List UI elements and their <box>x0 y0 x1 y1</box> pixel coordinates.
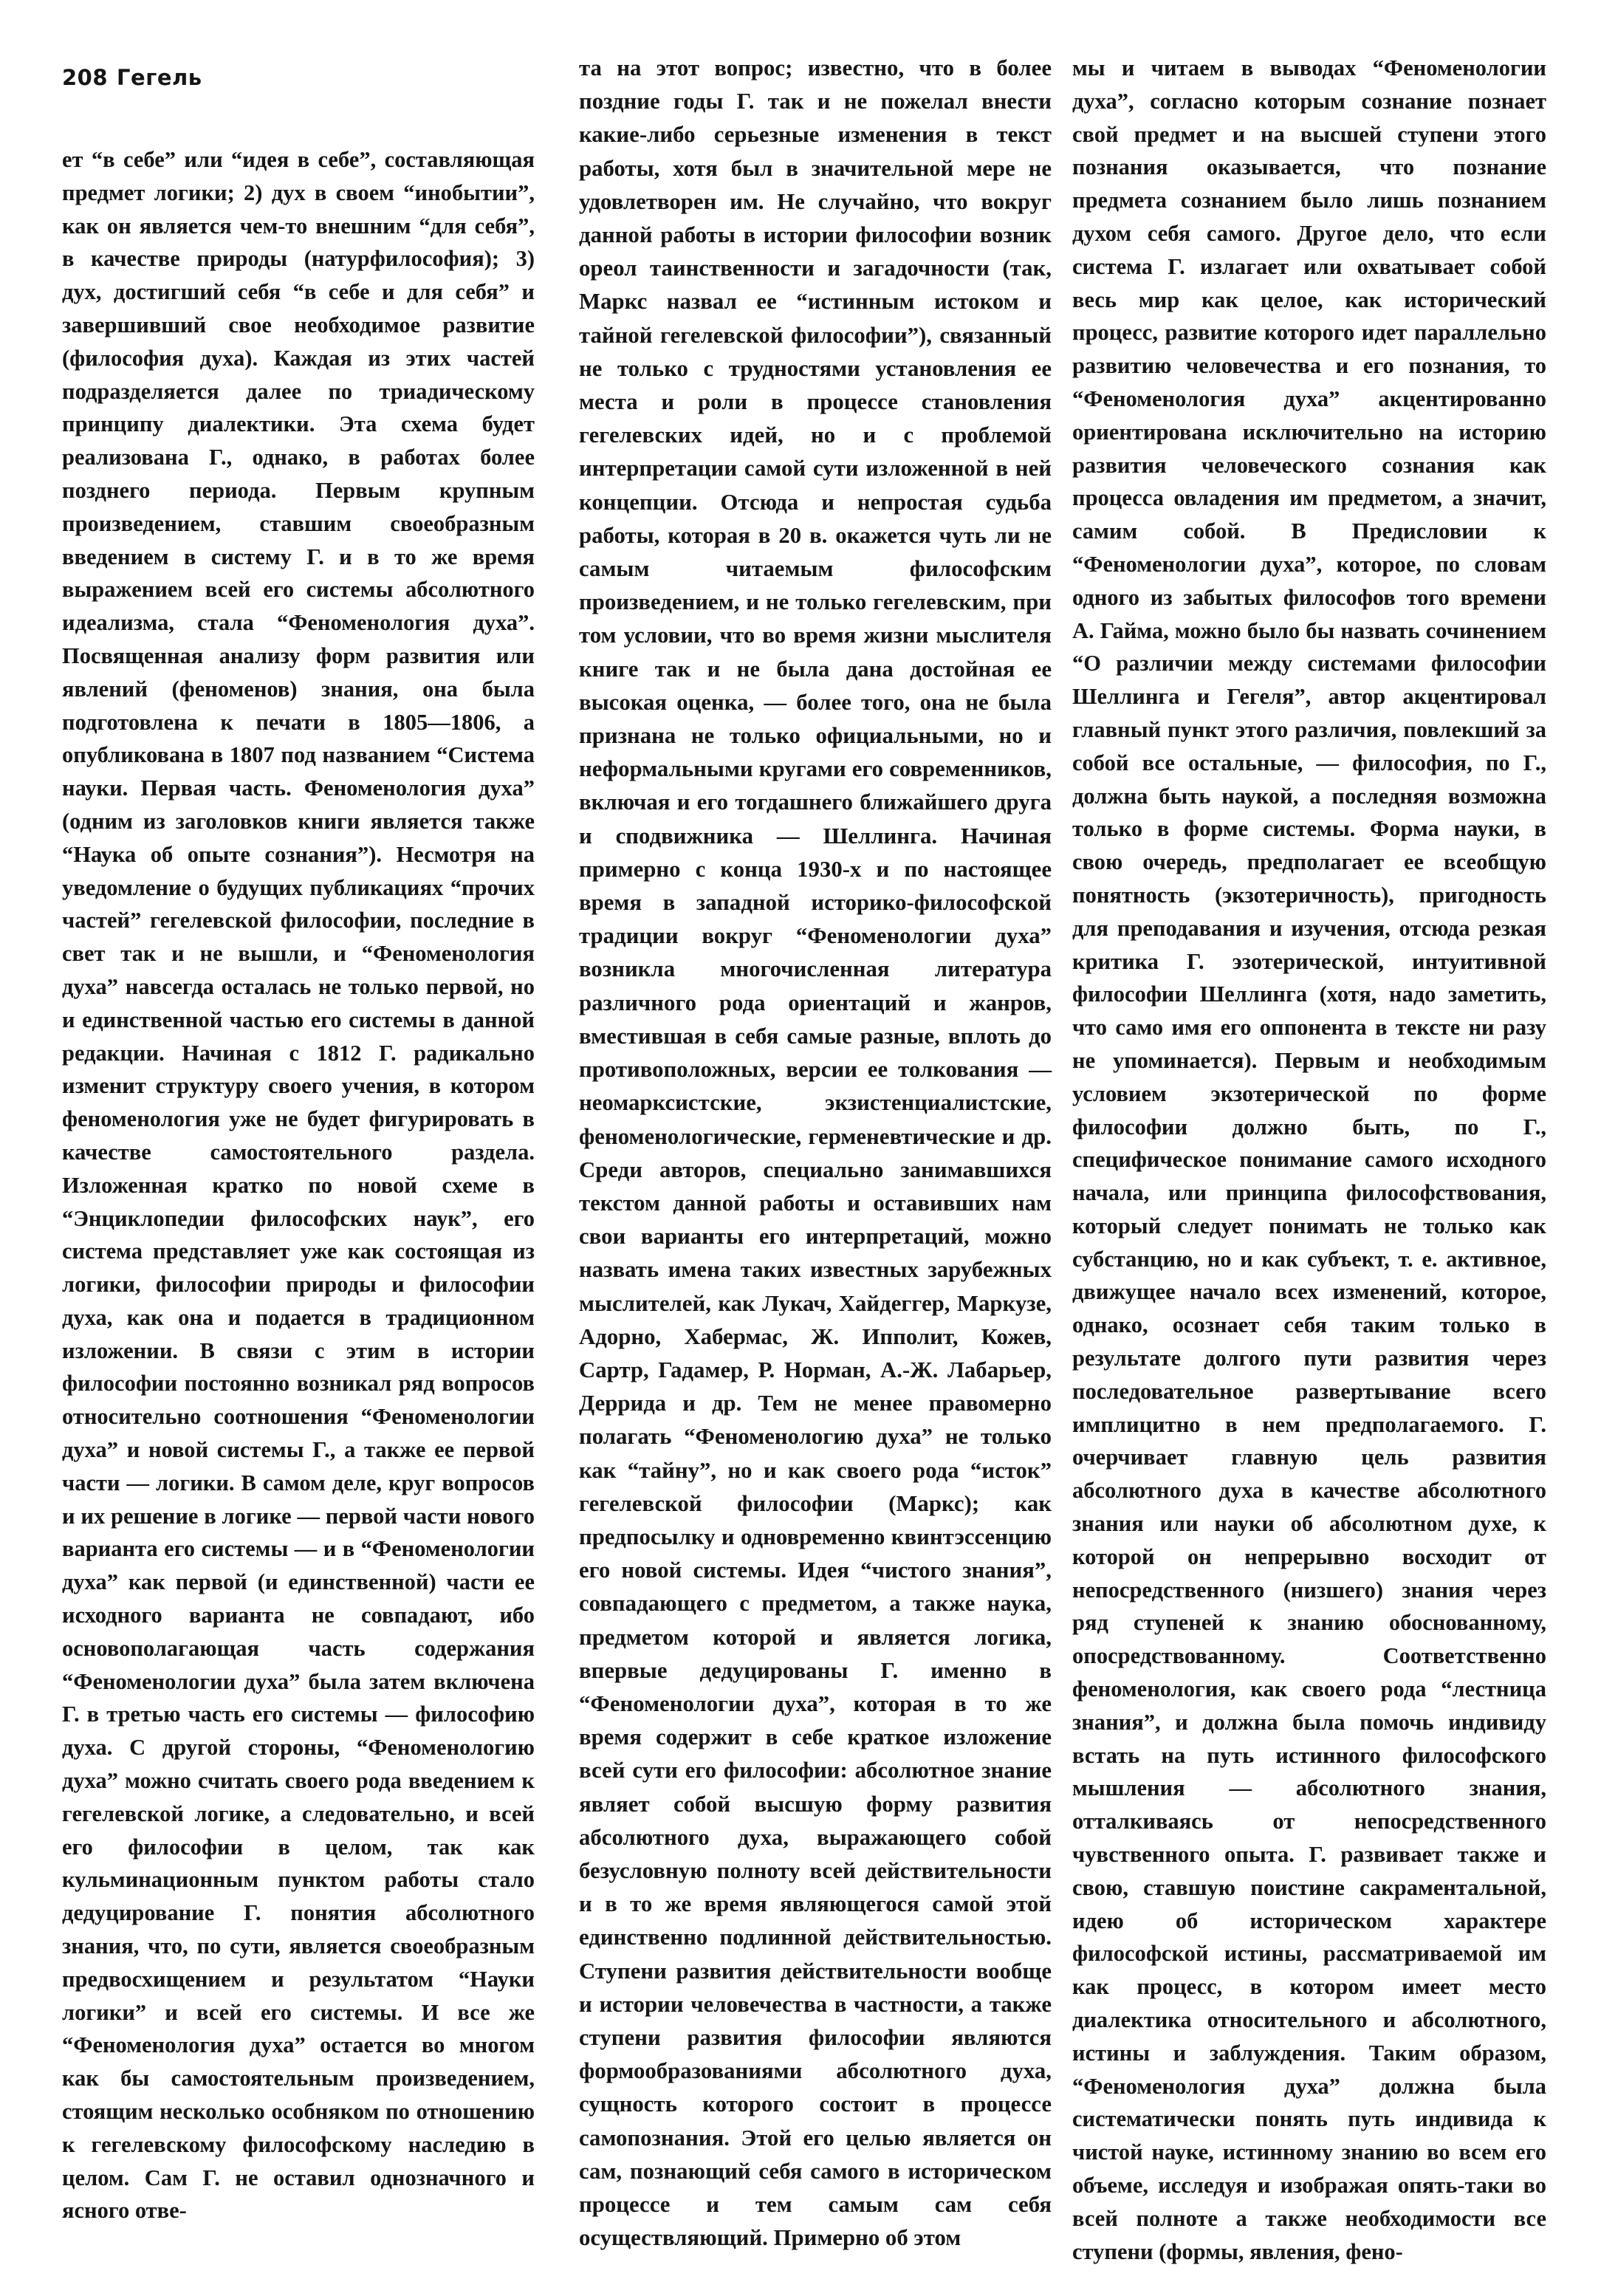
column-text: ет “в себе” или “идея в себе”, составляющая предмет логики; 2) дух в своем “инобытии”, как он является чем-то внешним “для себя”, в качестве природы (натурфилософия); 3) дух, достигший себя “в себе и для себя” и завершивший свое необходимое развитие (философия духа). Каждая из этих частей подразделяется далее по триадическому принципу диалектики. Эта схема будет реализована Г., однако, в работах более позднего периода. Первым крупным произведением, ставшим своеобразным введением в систему Г. и в то же время выражением всей его системы абсолютного идеализма, стала “Феноменология духа”. Посвященная анализу форм развития или явлений (феноменов) знания, она была подготовлена к печати в 1805—1806, а опубликована в 1807 под названием “Система науки. Первая часть. Феноменология духа” (одним из заголовков книги является также “Наука об опыте сознания”). Несмотря на уведомление о будущих публикациях “прочих частей” гегелевской философии, последние в свет так и не вышли, и “Феноменология духа” навсегда осталась не только первой, но и единственной частью его системы в данной редакции. Начиная с 1812 Г. радикально изменит структуру своего учения, в котором феноменология уже не будет фигурировать в качестве самостоятельного раздела. Изложенная кратко по новой схеме в “Энциклопедии философских наук”, его система представляет уже как состоящая из логики, философии природы и философии духа, как она и подается в традиционном изложении. В связи с этим в истории философии постоянно возникал ряд вопросов относительно соотношения “Феноменологии духа” и новой системы Г., а также ее первой части — логики. В самом деле, круг вопросов и их решение в логике — первой части нового варианта его системы — и в “Феноменологии духа” как первой (и единственной) части ее исходного варианта не совпадают, ибо основополагающая часть содержания “Феноменологии духа” была затем включена Г. в третью часть его системы — философию духа. С другой стороны, “Феноменологию духа” можно считать своего рода введением к гегелевской логике, а следовательно, и всей его философии в целом, так как кульминационным пунктом работы стало дедуцирование Г. понятия абсолютного знания, что, по сути, является своеобразным предвосхищением и результатом “Науки логики” и всей его системы. И все же “Феноменология духа” остается во многом как бы самостоятельным произведением, стоящим несколько особняком по отношению к гегелевскому философскому наследию в целом. Сам Г. не оставил однозначного и ясного отве- <box>62 147 535 2224</box>
column-text: мы и читаем в выводах “Феноменологии духа”, согласно которым сознание познает свой предмет и на высшей ступени этого познания оказывается, что познание предмета сознанием было лишь познанием духом себя самого. Другое дело, что если система Г. излагает или охватывает собой весь мир как целое, как исторический процесс, развитие которого идет параллельно развитию человечества и его познания, то “Феноменология духа” акцентированно ориентирована исключительно на историю развития человеческого сознания как процесса овладения им предметом, а значит, самим собой. В Предисловии к “Феноменологии духа”, которое, по словам одного из забытых философов того времени А. Гайма, можно было бы назвать сочинением “О различии между системами философии Шеллинга и Гегеля”, автор акцентировал главный пункт этого различия, повлекший за собой все остальные, — философия, по Г., должна быть наукой, а последняя возможна только в форме системы. Форма науки, в свою очередь, предполагает ее всеобщую понятность (экзотеричность), пригодность для преподавания и изучения, отсюда резкая критика Г. эзотерической, интуитивной философии Шеллинга (хотя, надо заметить, что само имя его оппонента в тексте ни разу не упоминается). Первым и необходимым условием экзотерической по форме философии должно быть, по Г., специфическое понимание самого исходного начала, или принципа философствования, который следует понимать не только как субстанцию, но и как субъект, т. е. активное, движущее начало всех изменений, которое, однако, осознает себя таким только в результате долгого пути развития через последовательное развертывание всего имплицитно в нем предполагаемого. Г. очерчивает главную цель развития абсолютного духа в качестве абсолютного знания или науки об абсолютном духе, к которой он непрерывно восходит от непосредственного (низшего) знания через ряд ступеней к знанию обоснованному, опосредствованному. Соответственно феноменология, как своего рода “лестница знания”, и должна была помочь индивиду встать на путь истинного философского мышления — абсолютного знания, отталкиваясь от непосредственного чувственного опыта. Г. развивает также и свою, ставшую поистине сакраментальной, идею об историческом характере философской истины, рассматриваемой им как процесс, в котором имеет место диалектика относительного и абсолютного, истины и заблуждения. Таким образом, “Феноменология духа” должна была систематически понять путь индивида к чистой науке, истинному знанию во всем его объеме, исследуя и изображая опять-таки во всей полноте а также необходимости все ступени (формы, явления, фено- <box>1072 55 1546 2264</box>
column-text: та на этот вопрос; известно, что в более поздние годы Г. так и не пожелал внести какие-либо серьезные изменения в текст работы, хотя был в значительной мере не удовлетворен им. Не случайно, что вокруг данной работы в истории философии возник ореол таинственности и загадочности (так, Маркс назвал ее “истинным истоком и тайной гегелевской философии”), связанный не только с трудностями установления ее места и роли в процессе становления гегелевских идей, но и с проблемой интерпретации самой сути изложенной в ней концепции. Отсюда и непростая судьба работы, которая в 20 в. окажется чуть ли не самым читаемым философским произведением, и не только гегелевским, при том условии, что во время жизни мыслителя книге так и не была дана достойная ее высокая оценка, — более того, она не была признана не только официальными, но и неформальными кругами его современников, включая и его тогдашнего ближайшего друга и сподвижника — Шеллинга. Начиная примерно с конца 1930-х и по настоящее время в западной историко-философской традиции вокруг “Феноменологии духа” возникла многочисленная литература различного рода ориентаций и жанров, вместившая в себя самые разные, вплоть до противоположных, версии ее толкования — неомарксистские, экзистенциалистские, феноменологические, герменевтические и др. Среди авторов, специально занимавшихся текстом данной работы и оставивших нам свои варианты его интерпретаций, можно назвать имена таких известных зарубежных мыслителей, как Лукач, Хайдеггер, Маркузе, Адорно, Хабермас, Ж. Ипполит, Кожев, Сартр, Гадамер, Р. Норман, А.-Ж. Лабарьер, Деррида и др. Тем не менее правомерно полагать “Феноменологию духа” не только как “тайну”, но и как своего рода “исток” гегелевской философии (Маркс); как предпосылку и одновременно квинтэссенцию его новой системы. Идея “чистого знания”, совпадающего с предметом, а также наука, предметом которой и является логика, впервые дедуцированы Г. именно в “Феноменологии духа”, которая в то же время содержит в себе краткое изложение всей сути его философии: абсолютное знание являет собой высшую форму развития абсолютного духа, выражающего собой безусловную полноту всей действительности и в то же время являющегося самой этой единственно подлинной действительностью. Ступени развития действительности вообще и истории человечества в частности, а также ступени развития философии являются формообразованиями абсолютного духа, сущность которого состоит в процессе самопознания. Этой его целью является он сам, познающий себя самого в историческом процессе и тем самым сам себя осуществляющий. Примерно об этом <box>579 55 1052 2251</box>
text-column-right <box>1072 52 1546 2268</box>
running-head: Гегель <box>117 65 202 90</box>
text-column-middle <box>579 52 1052 2255</box>
text-column-left <box>62 143 535 2227</box>
page-number: 208 <box>62 65 109 90</box>
page-header <box>62 65 202 90</box>
